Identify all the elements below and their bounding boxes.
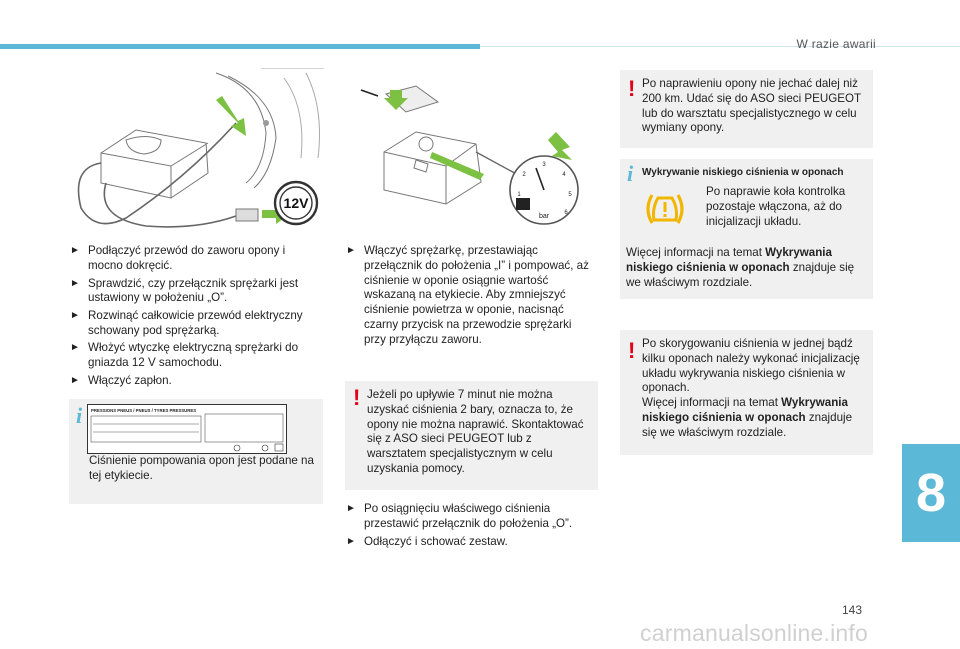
figure-compressor-gauge [356, 72, 590, 240]
svg-text:4: 4 [562, 172, 566, 178]
list-item: ► Włączyć zapłon. [70, 373, 172, 387]
socket-12v-label: 12V [283, 195, 309, 211]
warning-icon: ! [628, 338, 636, 363]
info-title: Wykrywanie niskiego ciśnienia w oponach [642, 167, 844, 178]
watermark: carmanualsonline.info [640, 620, 868, 646]
section-title: W razie awarii [796, 37, 876, 51]
list-item: ► Rozwinąć całkowicie przewód elektryczny schowany pod sprężarką. [70, 309, 303, 337]
warning-text: Po skorygowaniu ciśnienia w jednej bądź kilku oponach należy wykonać inicjalizację układu wykrywania niskiego ciśnienia w oponach. Więcej informacji na temat Wykrywania niskiego ciśnienia w oponach znajduje się we właściwym rozdziale. [642, 337, 860, 439]
list-item: ► Sprawdzić, czy przełącznik sprężarki jest ustawiony w położeniu „O”. [70, 276, 299, 305]
header-accent-bar [0, 44, 480, 49]
info-text: Ciśnienie pompowania opon jest podane na tej etykiecie. [89, 454, 314, 482]
info-box-tpms [620, 159, 873, 299]
list-item: ► Podłączyć przewód do zaworu opony i mocno dokręcić. [70, 244, 286, 272]
warning-icon: ! [353, 385, 361, 410]
tpms-icon-text: Po naprawie koła kontrolka pozostaje włączona, aż do inicjalizacji układu. [706, 185, 846, 228]
list-item: ► Włączyć sprężarkę, przestawiając przełącznik do położenia „I” i pompować, aż ciśnienie w oponie osiągnie wartość wskazaną na etykiecie. Aby zmniejszyć ciśnienie powietrza w oponie, nacisnąć czarny przycisk na przewodzie sprężarki przy przyłączu zaworu. [346, 244, 589, 346]
figure-compressor-connection [66, 68, 324, 238]
header-line [480, 46, 960, 47]
svg-text:1: 1 [517, 192, 521, 198]
info-icon: i [627, 161, 634, 186]
warning-box-pressure [345, 381, 598, 490]
svg-text:5: 5 [568, 192, 572, 198]
page-number: 143 [841, 603, 862, 617]
chapter-tab: 8 [902, 444, 960, 542]
steps-list-b [70, 341, 320, 391]
warning-box-initialisation [620, 330, 873, 455]
tpms-more-info: Więcej informacji na temat Wykrywania niskiego ciśnienia w oponach znajduje się we właściwym rozdziale. [626, 246, 855, 289]
svg-text:2: 2 [522, 172, 526, 178]
info-box-pressure-label [69, 399, 323, 504]
svg-text:6: 6 [564, 210, 568, 216]
list-item: ► Włożyć wtyczkę elektryczną sprężarki do gniazda 12 V samochodu. [70, 341, 299, 369]
warning-box-distance [620, 70, 873, 148]
list-item: ► Odłączyć i schować zestaw. [346, 534, 508, 548]
steps-list-c [346, 244, 596, 351]
warning-icon: ! [628, 76, 636, 101]
gauge-unit: bar [538, 213, 550, 220]
steps-list-d [346, 502, 596, 552]
warning-text: Jeżeli po upływie 7 minut nie można uzyskać ciśnienia 2 bary, oznacza to, że opony nie można naprawić. Skontaktować się z ASO sieci PEUGEOT lub z warsztatem specjalistycznym w celu uzyskania pomocy. [367, 388, 584, 475]
info-icon: i [76, 403, 83, 428]
steps-list-a [70, 244, 320, 342]
warning-text: Po naprawieniu opony nie jechać dalej niż 200 km. Udać się do ASO sieci PEUGEOT lub do warsztatu specjalistycznego w celu wymiany opony. [642, 77, 861, 135]
svg-text:3: 3 [542, 162, 546, 168]
tpms-warning-lamp-icon [644, 192, 686, 226]
tyre-pressure-label-image [87, 404, 287, 454]
label-title: PRESSIONS PNEUS / PNEUS / TYRES PRESSURES [91, 408, 197, 413]
list-item: ► Po osiągnięciu właściwego ciśnienia przestawić przełącznik do położenia „O”. [346, 502, 573, 530]
